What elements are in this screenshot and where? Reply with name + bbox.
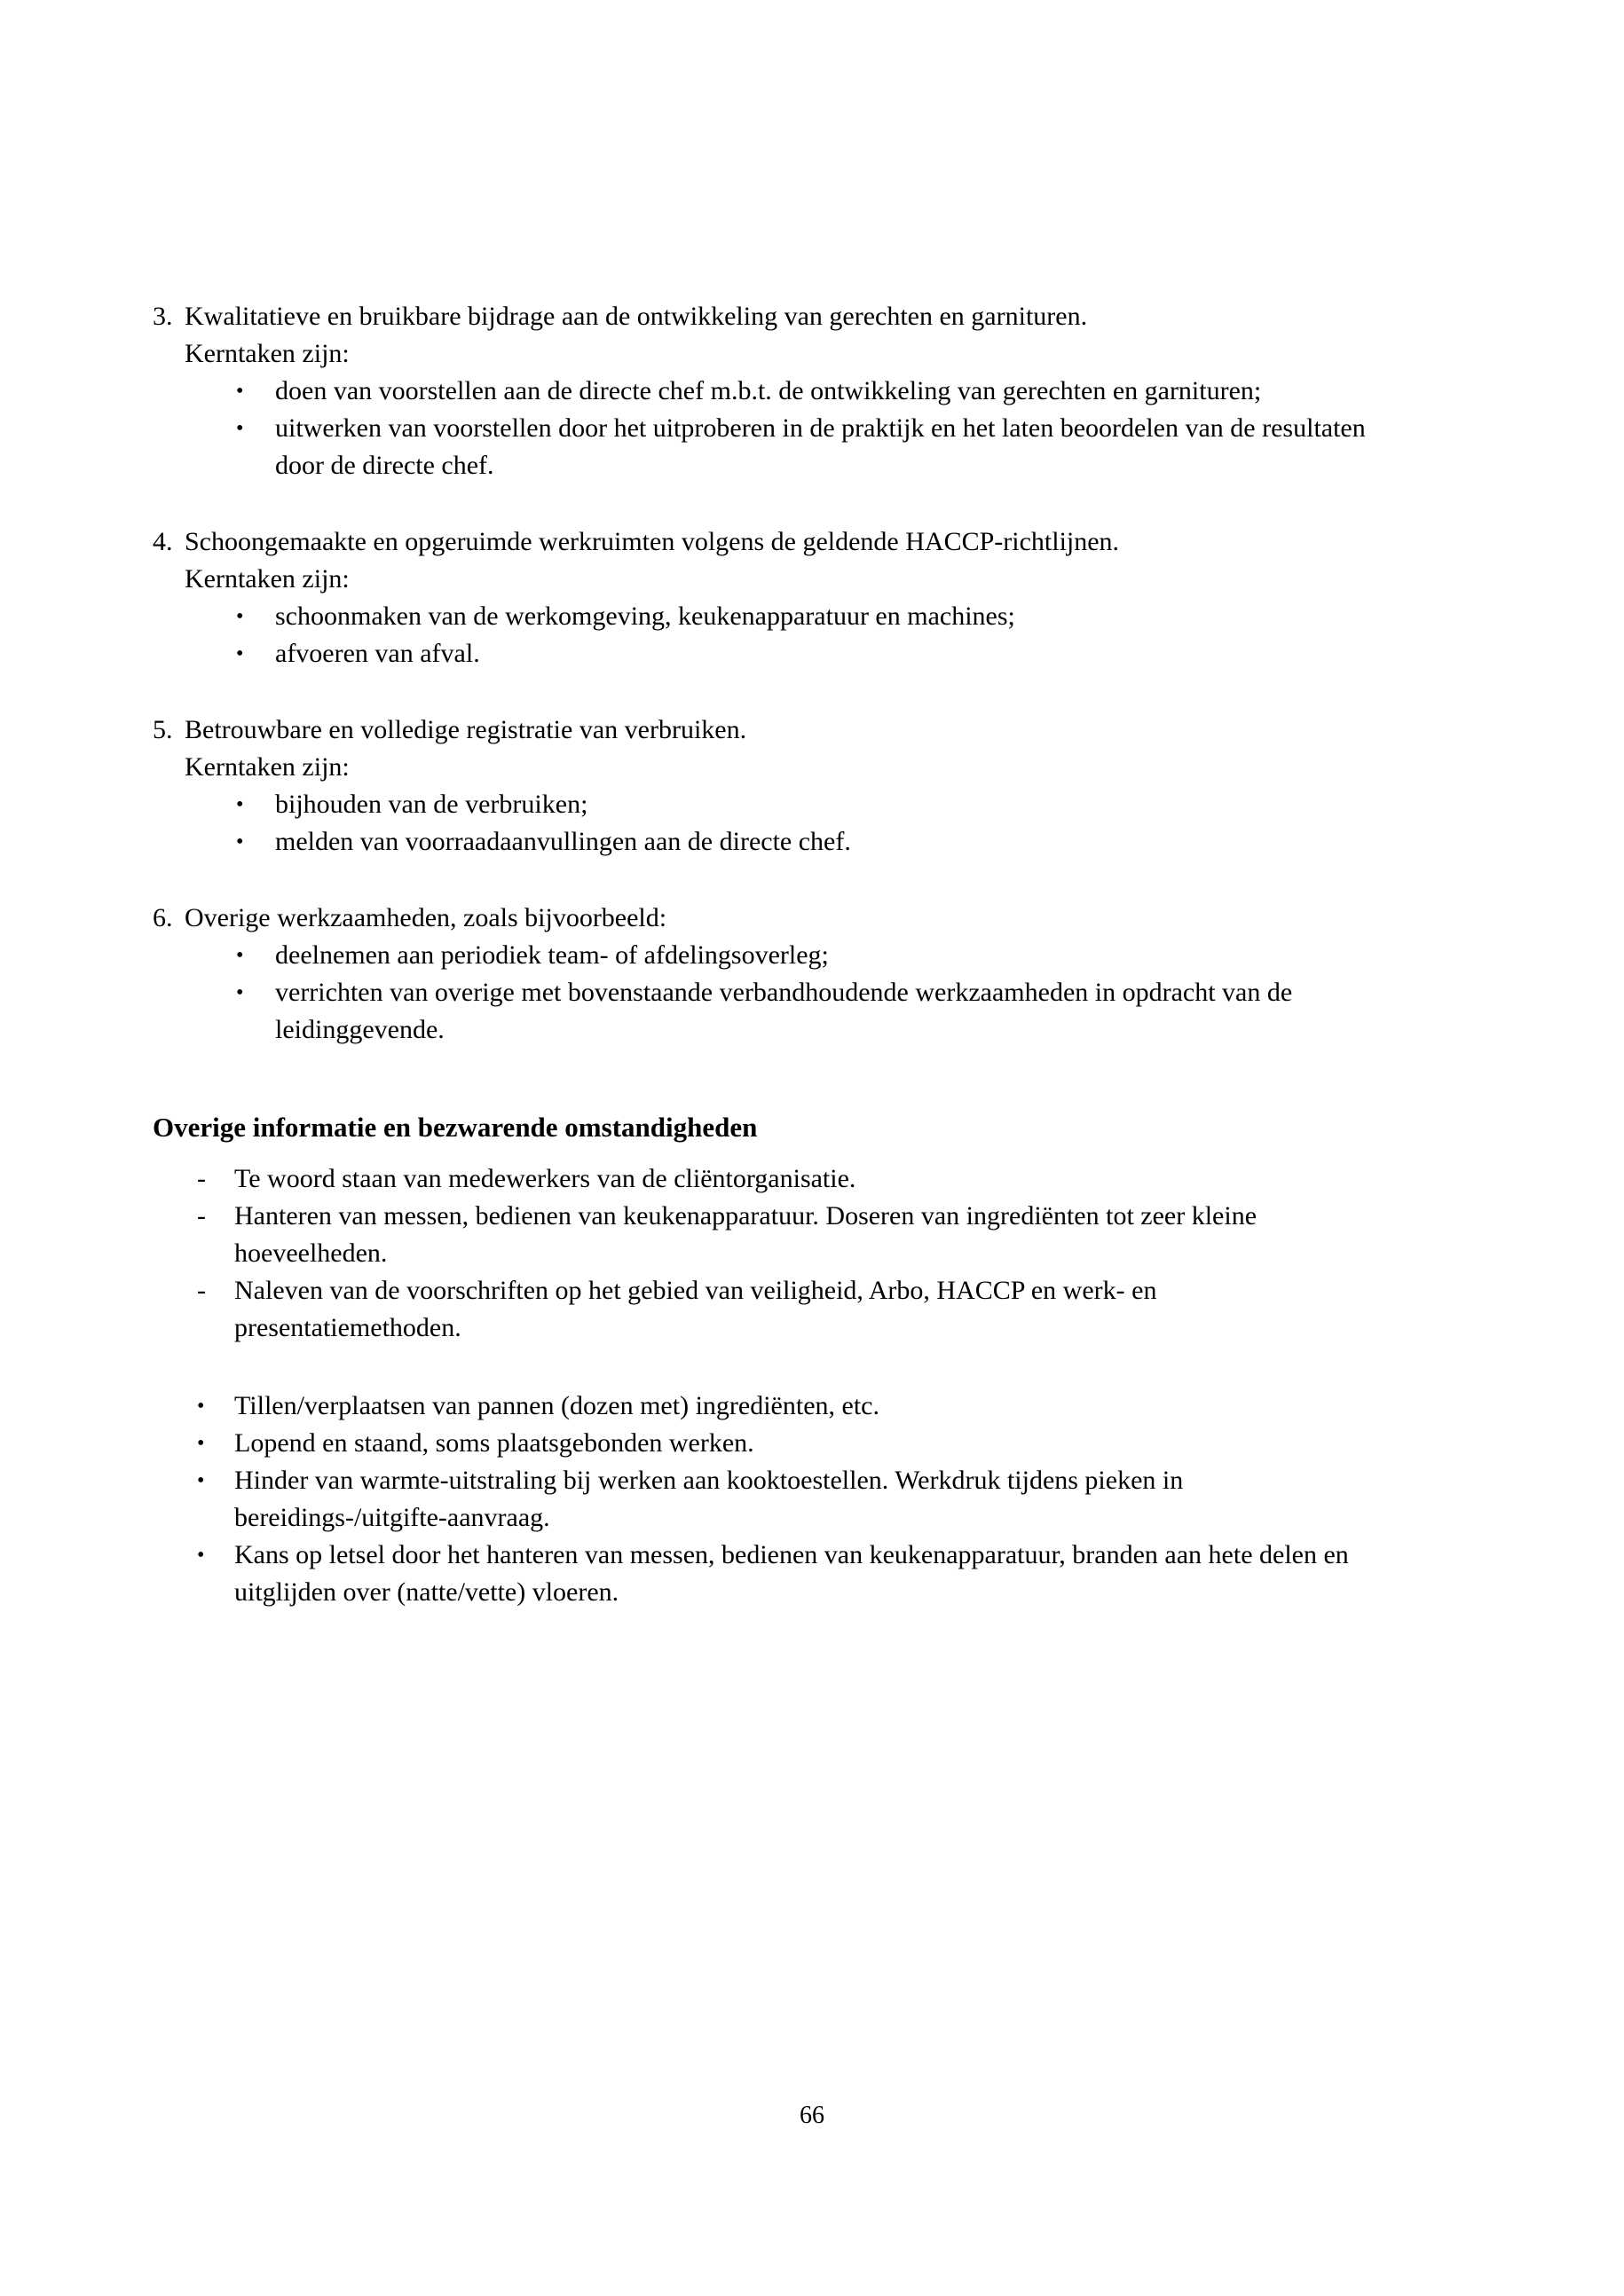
task-bullet [236,937,1457,974]
bullet-item-text: Hinder van warmte-uitstraling bij werken aan kooktoestellen. Werkdruk tijdens pieken in bereidings-/uitgifte-aanvraag. [234,1466,1184,1532]
numbered-section-5 [153,712,1457,861]
task-bullet-text: bijhouden van de verbruiken; [275,790,588,819]
bullet-icon: • [236,793,244,816]
bullet-icon: • [236,981,244,1004]
dash-icon: - [197,1276,206,1305]
kerntaken-label: Kerntaken zijn: [185,564,350,594]
section-title: Kwalitatieve en bruikbare bijdrage aan de ontwikkeling van gerechten en garnituren. [185,302,1088,331]
task-bullet [236,635,1457,672]
bullet-item [197,1425,1457,1462]
task-list [153,786,1457,861]
dash-item-text: Hanteren van messen, bedienen van keukenapparatuur. Doseren van ingrediënten tot zeer kleine hoeveelheden. [234,1201,1257,1268]
bullet-item-text: Tillen/verplaatsen van pannen (dozen met) ingrediënten, etc. [234,1391,879,1420]
bullet-icon: • [236,605,244,628]
section-title-row [153,900,1457,937]
bullet-icon: • [236,642,244,665]
task-bullet [236,974,1457,1049]
task-list [153,598,1457,672]
kerntaken-label: Kerntaken zijn: [185,339,350,368]
dash-list [153,1160,1457,1347]
section-title: Betrouwbare en volledige registratie van verbruiken. [185,715,747,744]
bullet-icon: • [197,1544,205,1567]
section-number: 6. [153,903,173,932]
bullet-icon: • [236,380,244,403]
task-bullet-text: doen van voorstellen aan de directe chef m.b.t. de ontwikkeling van gerechten en garnituren; [275,376,1262,405]
section-title-row [153,298,1457,335]
dash-item-text: Te woord staan van medewerkers van de cliëntorganisatie. [234,1164,856,1193]
page-number: 66 [800,2102,824,2129]
bullet-icon: • [236,417,244,440]
numbered-section-6 [153,900,1457,1049]
numbered-section-3 [153,298,1457,484]
task-bullet [236,410,1457,484]
document-page-content [153,298,1457,1611]
bullet-item [197,1388,1457,1425]
task-bullet [236,598,1457,635]
dash-item-text: Naleven van de voorschriften op het gebied van veiligheid, Arbo, HACCP en werk- en presentatiemethoden. [234,1276,1157,1342]
task-bullet-text: afvoeren van afval. [275,639,480,668]
task-bullet [236,373,1457,410]
dash-item [197,1160,1457,1198]
task-list [153,373,1457,484]
kerntaken-label: Kerntaken zijn: [185,752,350,782]
bullet-item [197,1537,1457,1611]
bullet-item-text: Lopend en staand, soms plaatsgebonden werken. [234,1428,754,1458]
section-title-row [153,523,1457,561]
bullet-icon: • [197,1432,205,1455]
task-bullet-text: uitwerken van voorstellen door het uitproberen in de praktijk en het laten beoordelen van de resultaten door de directe chef. [275,413,1366,480]
bullet-icon: • [236,830,244,853]
dash-item [197,1198,1457,1272]
section-title-row [153,712,1457,749]
task-bullet-text: melden van voorraadaanvullingen aan de directe chef. [275,827,851,856]
task-list [153,937,1457,1049]
task-bullet [236,823,1457,861]
bullet-list [153,1388,1457,1611]
numbered-section-4 [153,523,1457,672]
bullet-icon: • [197,1395,205,1418]
section-title: Overige werkzaamheden, zoals bijvoorbeeld: [185,903,667,932]
section-number: 3. [153,302,173,331]
bullet-item-text: Kans op letsel door het hanteren van messen, bedienen van keukenapparatuur, branden aan hete delen en uitglijden over (natte/vette) vloeren. [234,1540,1349,1607]
section-number: 4. [153,527,173,556]
section-number: 5. [153,715,173,744]
task-bullet-text: schoonmaken van de werkomgeving, keukenapparatuur en machines; [275,602,1015,631]
section-heading: Overige informatie en bezwarende omstandigheden [153,1112,758,1143]
dash-icon: - [197,1201,206,1231]
bullet-icon: • [236,944,244,967]
task-bullet-text: verrichten van overige met bovenstaande verbandhoudende werkzaamheden in opdracht van de leidinggevende. [275,978,1293,1044]
dash-icon: - [197,1164,206,1193]
task-bullet [236,786,1457,823]
section-title: Schoongemaakte en opgeruimde werkruimten volgens de geldende HACCP-richtlijnen. [185,527,1120,556]
task-bullet-text: deelnemen aan periodiek team- of afdelingsoverleg; [275,940,829,970]
bullet-icon: • [197,1469,205,1492]
dash-item [197,1272,1457,1347]
bullet-item [197,1462,1457,1537]
